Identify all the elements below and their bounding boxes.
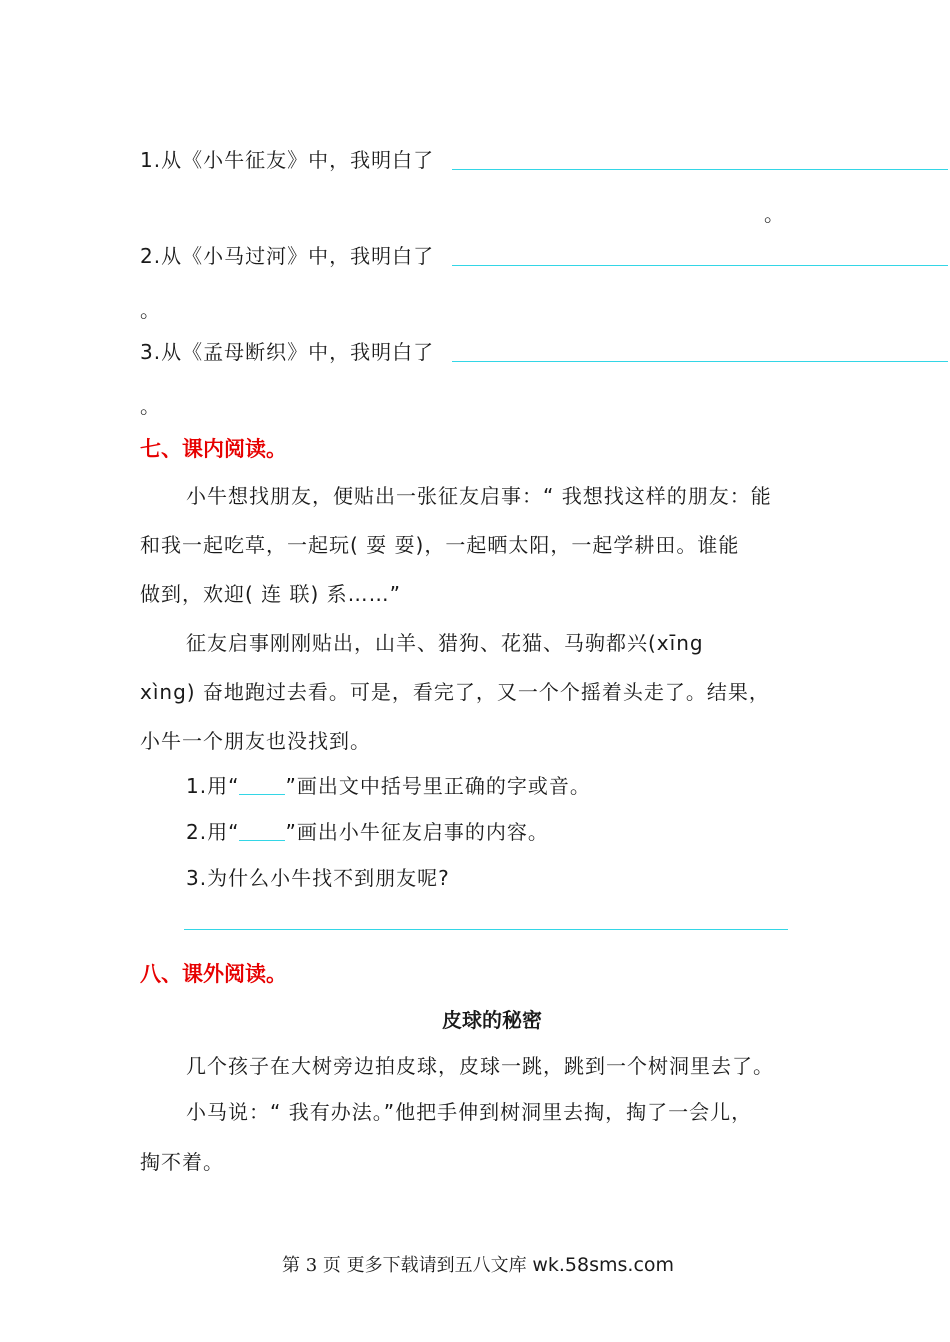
underline-sample — [239, 822, 285, 841]
footer-page-text: 第 3 页 更多下载请到五八文库 — [282, 1255, 533, 1276]
sub-question-2 — [186, 816, 549, 845]
question-3-end: 。 — [140, 394, 161, 418]
question-1: 1.从《小牛征友》中，我明白了 — [140, 148, 435, 172]
sub-question-1-pre: 1.用“ — [186, 774, 240, 798]
underline-sample — [239, 776, 285, 795]
passage-line: 小牛一个朋友也没找到。 — [140, 729, 371, 753]
page-footer — [282, 1251, 674, 1277]
answer-line-1[interactable] — [452, 169, 948, 170]
passage-line: 和我一起吃草，一起玩( 耍 耍)，一起晒太阳，一起学耕田。谁能 — [140, 533, 740, 557]
question-2: 2.从《小马过河》中，我明白了 — [140, 244, 435, 268]
passage-line: 掏不着。 — [140, 1150, 224, 1174]
passage-line: 征友启事刚刚贴出，山羊、猎狗、花猫、马驹都兴(xīng — [186, 631, 704, 655]
passage-line: 做到，欢迎( 连 联) 系……” — [140, 582, 402, 606]
question-3: 3.从《孟母断织》中，我明白了 — [140, 340, 435, 364]
sub-question-2-pre: 2.用“ — [186, 820, 240, 844]
passage-title: 皮球的秘密 — [442, 1008, 542, 1032]
passage-line: 小牛想找朋友，便贴出一张征友启事：“ 我想找这样的朋友：能 — [186, 484, 772, 508]
answer-line-4[interactable] — [184, 929, 788, 930]
section-7-heading: 七、课内阅读。 — [140, 437, 287, 461]
sub-question-1 — [186, 770, 591, 799]
passage-line: 几个孩子在大树旁边拍皮球，皮球一跳，跳到一个树洞里去了。 — [186, 1054, 774, 1078]
footer-site-link[interactable]: wk.58sms.com — [532, 1254, 675, 1276]
question-1-end: 。 — [764, 202, 785, 226]
answer-line-3[interactable] — [452, 361, 948, 362]
section-8-heading: 八、课外阅读。 — [140, 962, 287, 986]
sub-question-3: 3.为什么小牛找不到朋友呢? — [186, 866, 450, 890]
answer-line-2[interactable] — [452, 265, 948, 266]
question-2-end: 。 — [140, 298, 161, 322]
passage-line: 小马说：“ 我有办法。”他把手伸到树洞里去掏，掏了一会儿， — [186, 1100, 753, 1124]
passage-line: xìng) 奋地跑过去看。可是，看完了，又一个个摇着头走了。结果， — [140, 680, 770, 704]
sub-question-2-post: ”画出小牛征友启事的内容。 — [285, 820, 549, 844]
sub-question-1-post: ”画出文中括号里正确的字或音。 — [285, 774, 591, 798]
